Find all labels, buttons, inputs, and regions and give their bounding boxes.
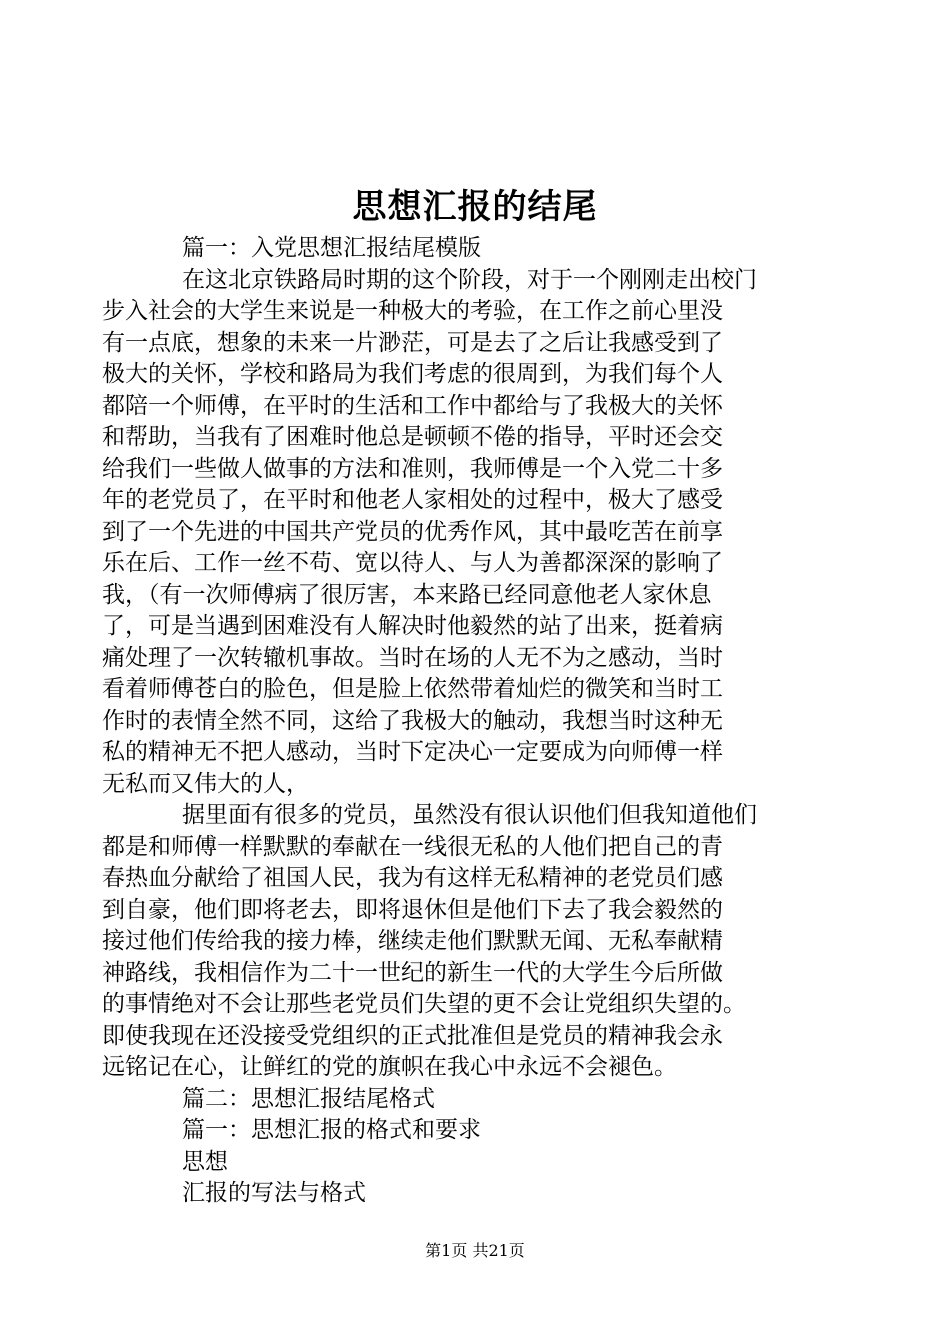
paragraph-line: 我，（有一次师傅病了很厉害，本来路已经同意他老人家休息 [102,581,712,608]
paragraph-line: 即使我现在还没接受党组织的正式批准但是党员的精神我会永 [102,1022,723,1049]
paragraph-line: 神路线，我相信作为二十一世纪的新生一代的大学生今后所做 [102,959,723,986]
paragraph-line: 给我们一些做人做事的方法和准则，我师傅是一个入党二十多 [102,455,723,482]
paragraph-line: 思想 [182,1148,228,1175]
paragraph-line: 到了一个先进的中国共产党员的优秀作风，其中最吃苦在前享 [102,518,723,545]
section-heading: 篇二：思想汇报结尾格式 [182,1085,435,1112]
paragraph-line: 乐在后、工作一丝不苟、宽以待人、与人为善都深深的影响了 [102,550,723,576]
paragraph-line: 到自豪，他们即将老去，即将退休但是他们下去了我会毅然的 [102,896,723,923]
paragraph-line: 在这北京铁路局时期的这个阶段，对于一个刚刚走出校门 [182,266,757,293]
paragraph-line: 有一点底，想象的未来一片渺茫，可是去了之后让我感受到了 [102,329,723,356]
paragraph-line: 私的精神无不把人感动，当时下定决心一定要成为向师傅一样 [102,739,723,765]
paragraph-line: 痛处理了一次转辙机事故。当时在场的人无不为之感动，当时 [102,644,723,671]
section-heading: 篇一：入党思想汇报结尾模版 [182,235,481,261]
paragraph-line: 步入社会的大学生来说是一种极大的考验，在工作之前心里没 [102,298,723,324]
paragraph-line: 接过他们传给我的接力棒，继续走他们默默无闻、无私奉献精 [102,928,723,954]
document-title: 思想汇报的结尾 [352,187,598,227]
paragraph-line: 极大的关怀，学校和路局为我们考虑的很周到，为我们每个人 [102,361,723,387]
paragraph-line: 汇报的写法与格式 [182,1180,366,1206]
paragraph-line: 年的老党员了，在平时和他老人家相处的过程中，极大了感受 [102,487,723,513]
section-heading: 篇一：思想汇报的格式和要求 [182,1117,481,1143]
paragraph-line: 都陪一个师傅，在平时的生活和工作中都给与了我极大的关怀 [102,392,723,419]
paragraph-line: 的事情绝对不会让那些老党员们失望的更不会让党组织失望的。 [102,991,746,1017]
paragraph-line: 远铭记在心，让鲜红的党的旗帜在我心中永远不会褪色。 [102,1054,677,1080]
paragraph-line: 作时的表情全然不同，这给了我极大的触动，我想当时这种无 [102,707,723,734]
document-body [102,233,842,1210]
paragraph-line: 和帮助，当我有了困难时他总是顿顿不倦的指导，平时还会交 [102,424,723,450]
paragraph-line: 了，可是当遇到困难没有人解决时他毅然的站了出来，挺着病 [102,613,723,639]
paragraph-line: 据里面有很多的党员，虽然没有很认识他们但我知道他们 [182,802,757,828]
paragraph-line: 春热血分献给了祖国人民，我为有这样无私精神的老党员们感 [102,865,723,891]
paragraph-line: 无私而又伟大的人， [102,770,309,797]
paragraph-line: 都是和师傅一样默默的奉献在一线很无私的人他们把自己的青 [102,833,723,860]
page-footer: 第1页 共21页 [425,1241,525,1260]
paragraph-line: 看着师傅苍白的脸色，但是脸上依然带着灿烂的微笑和当时工 [102,676,723,702]
